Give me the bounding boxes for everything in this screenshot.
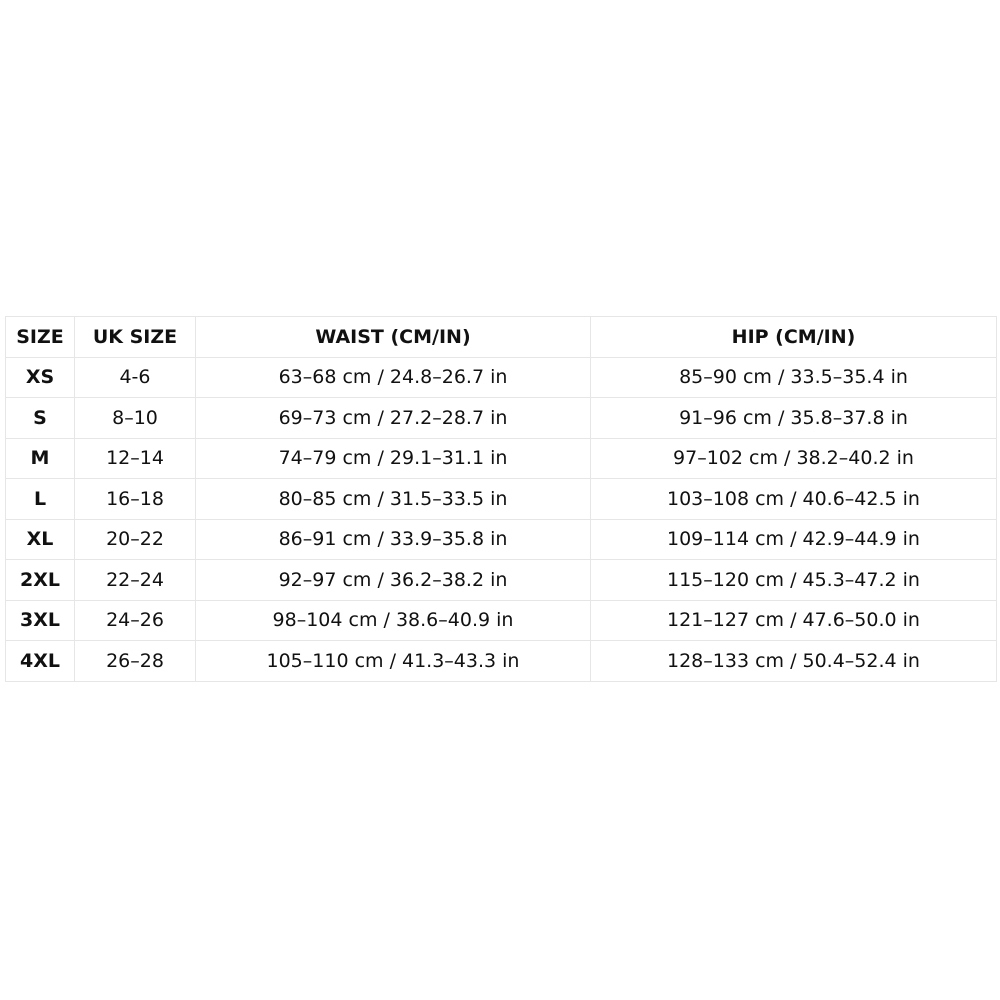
- size-cell: XS: [6, 357, 75, 398]
- waist-cell: 98–104 cm / 38.6–40.9 in: [196, 600, 591, 641]
- table-row: [6, 357, 997, 398]
- size-cell: 4XL: [6, 641, 75, 682]
- size-chart-table: [5, 316, 997, 682]
- uk-size-cell: 20–22: [75, 519, 196, 560]
- uk-size-cell: 24–26: [75, 600, 196, 641]
- table-row: [6, 438, 997, 479]
- size-cell: XL: [6, 519, 75, 560]
- hip-cell: 103–108 cm / 40.6–42.5 in: [591, 479, 997, 520]
- size-cell: 3XL: [6, 600, 75, 641]
- table-row: [6, 560, 997, 601]
- hip-cell: 85–90 cm / 33.5–35.4 in: [591, 357, 997, 398]
- uk-size-cell: 4-6: [75, 357, 196, 398]
- waist-cell: 74–79 cm / 29.1–31.1 in: [196, 438, 591, 479]
- table-row: [6, 519, 997, 560]
- waist-cell: 92–97 cm / 36.2–38.2 in: [196, 560, 591, 601]
- uk-size-cell: 16–18: [75, 479, 196, 520]
- hip-cell: 128–133 cm / 50.4–52.4 in: [591, 641, 997, 682]
- waist-cell: 80–85 cm / 31.5–33.5 in: [196, 479, 591, 520]
- waist-cell: 69–73 cm / 27.2–28.7 in: [196, 398, 591, 439]
- hip-cell: 121–127 cm / 47.6–50.0 in: [591, 600, 997, 641]
- header-row: [6, 317, 997, 358]
- hip-cell: 97–102 cm / 38.2–40.2 in: [591, 438, 997, 479]
- hip-cell: 91–96 cm / 35.8–37.8 in: [591, 398, 997, 439]
- size-cell: S: [6, 398, 75, 439]
- size-cell: 2XL: [6, 560, 75, 601]
- size-cell: L: [6, 479, 75, 520]
- hip-cell: 115–120 cm / 45.3–47.2 in: [591, 560, 997, 601]
- table-row: [6, 600, 997, 641]
- hip-cell: 109–114 cm / 42.9–44.9 in: [591, 519, 997, 560]
- table-row: [6, 641, 997, 682]
- uk-size-cell: 12–14: [75, 438, 196, 479]
- header-size: SIZE: [6, 317, 75, 358]
- table-row: [6, 479, 997, 520]
- waist-cell: 63–68 cm / 24.8–26.7 in: [196, 357, 591, 398]
- waist-cell: 86–91 cm / 33.9–35.8 in: [196, 519, 591, 560]
- uk-size-cell: 8–10: [75, 398, 196, 439]
- uk-size-cell: 26–28: [75, 641, 196, 682]
- size-cell: M: [6, 438, 75, 479]
- header-uk-size: UK SIZE: [75, 317, 196, 358]
- table-row: [6, 398, 997, 439]
- waist-cell: 105–110 cm / 41.3–43.3 in: [196, 641, 591, 682]
- uk-size-cell: 22–24: [75, 560, 196, 601]
- header-hip: HIP (CM/IN): [591, 317, 997, 358]
- header-waist: WAIST (CM/IN): [196, 317, 591, 358]
